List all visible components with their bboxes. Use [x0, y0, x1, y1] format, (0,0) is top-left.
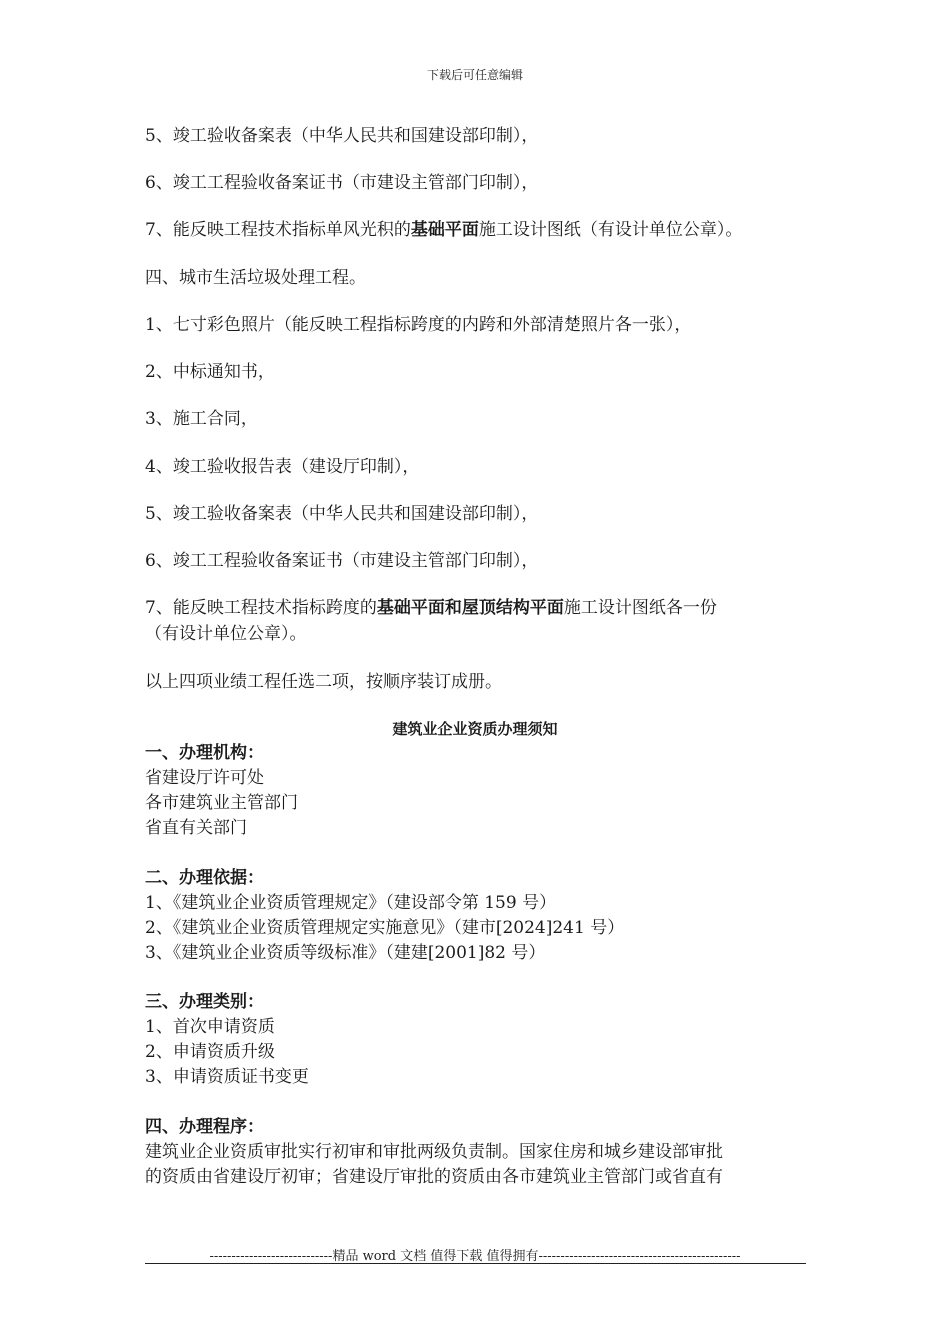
- section-heading: 四、办理程序：: [145, 1117, 264, 1137]
- paragraph-line: 建筑业企业资质审批实行初审和审批两级负责制。国家住房和城乡建设部审批: [145, 1142, 723, 1162]
- list-item: 3、施工合同，: [145, 409, 258, 429]
- list-item: 2、中标通知书，: [145, 362, 275, 382]
- list-item: 6、竣工工程验收备案证书（市建设主管部门印制），: [145, 173, 539, 193]
- item-bold-text: 基础平面: [410, 220, 479, 240]
- list-item: 1、七寸彩色照片（能反映工程指标跨度的内跨和外部清楚照片各一张），: [145, 315, 692, 335]
- list-item-continuation: （有设计单位公章）。: [145, 624, 307, 644]
- list-item: 1、《建筑业企业资质管理规定》（建设部令第 159 号）: [145, 893, 557, 913]
- section-heading: 二、办理依据：: [145, 868, 264, 888]
- section-heading: 三、办理类别：: [145, 992, 264, 1012]
- summary-text: 以上四项业绩工程任选二项，按顺序装订成册。: [145, 672, 502, 692]
- item-bold-text: 基础平面和屋顶结构平面: [376, 598, 564, 618]
- list-item: 2、申请资质升级: [145, 1042, 275, 1062]
- list-item: 省建设厅许可处: [145, 768, 264, 788]
- list-item: 3、《建筑业企业资质等级标准》（建建[2001]82 号）: [145, 943, 546, 963]
- list-item: 1、首次申请资质: [145, 1017, 275, 1037]
- list-item: 6、竣工工程验收备案证书（市建设主管部门印制），: [145, 551, 539, 571]
- page-footer: ----------------------------精品 word 文档 值得下载 值得拥有----------------------------------------------: [209, 1249, 741, 1264]
- list-item: 各市建筑业主管部门: [145, 793, 298, 813]
- list-item: 省直有关部门: [145, 818, 247, 838]
- section-heading: 四、城市生活垃圾处理工程。: [145, 268, 366, 288]
- footer-divider: [145, 1263, 806, 1264]
- list-item: 5、竣工验收备案表（中华人民共和国建设部印制），: [145, 504, 539, 524]
- list-item: 3、申请资质证书变更: [145, 1067, 309, 1087]
- item-text: 施工设计图纸各一份: [563, 598, 717, 618]
- paragraph-line: 的资质由省建设厅初审；省建设厅审批的资质由各市建筑业主管部门或省直有: [145, 1167, 723, 1187]
- list-item: 5、竣工验收备案表（中华人民共和国建设部印制），: [145, 126, 539, 146]
- item-text: 7、能反映工程技术指标跨度的: [145, 598, 377, 618]
- list-item: 4、竣工验收报告表（建设厅印制），: [145, 457, 420, 477]
- list-item: [145, 218, 742, 242]
- list-item: 2、《建筑业企业资质管理规定实施意见》（建市[2024]241 号）: [145, 918, 625, 938]
- notice-title: 建筑业企业资质办理须知: [392, 720, 558, 738]
- list-item: [145, 596, 717, 620]
- page-header: 下载后可任意编辑: [426, 68, 523, 82]
- section-heading: 一、办理机构：: [145, 743, 264, 763]
- item-text: 施工设计图纸（有设计单位公章）。: [478, 220, 743, 240]
- item-text: 7、能反映工程技术指标单风光积的: [145, 220, 411, 240]
